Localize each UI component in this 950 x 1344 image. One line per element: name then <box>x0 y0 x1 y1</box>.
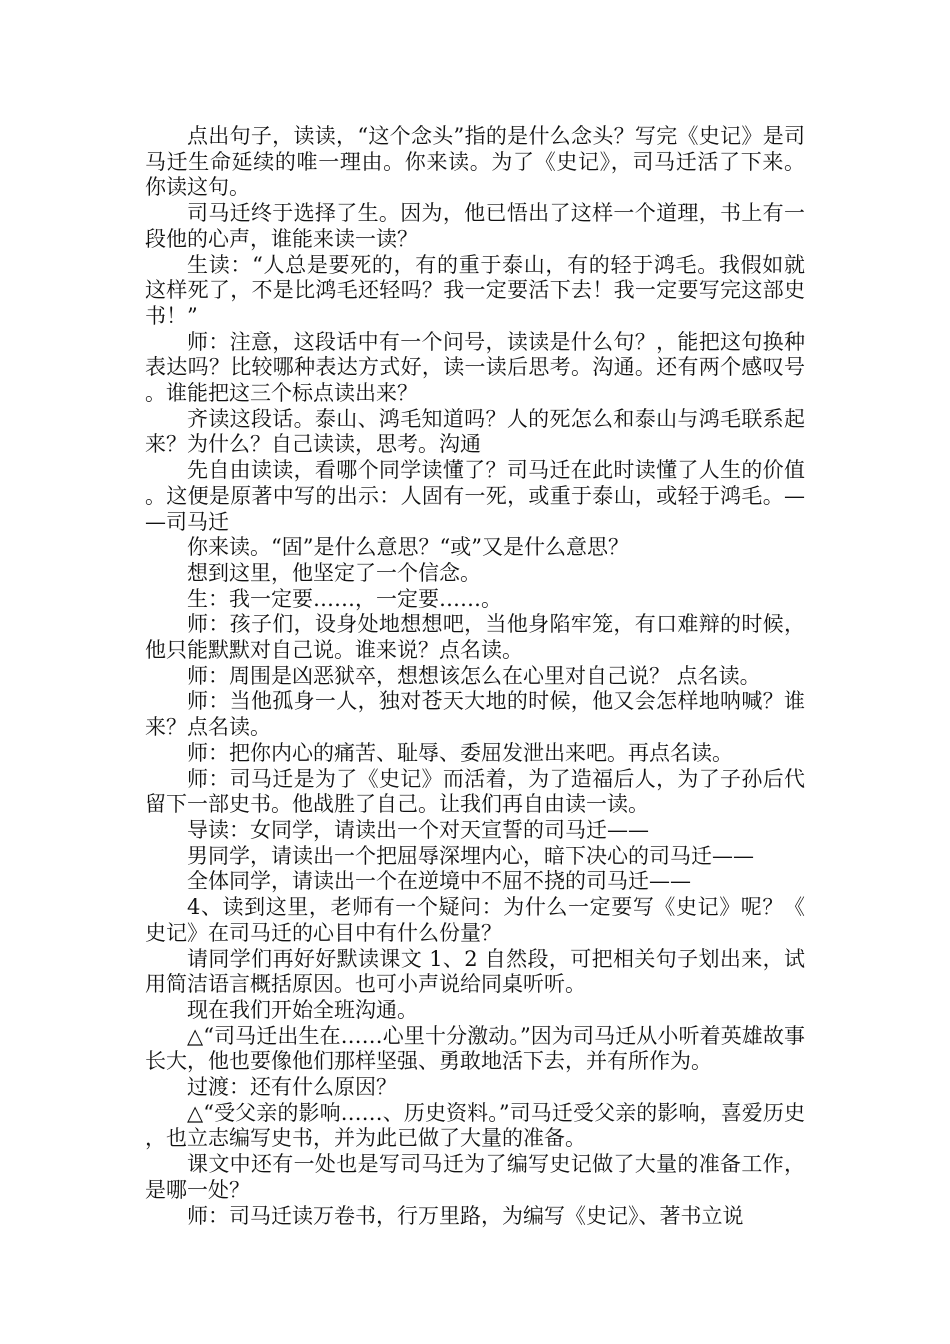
paragraph: 现在我们开始全班沟通。 <box>187 997 418 1022</box>
paragraph: 师：当他孤身一人，独对苍天大地的时候，他又会怎样地呐喊？谁来？点名读。 <box>145 689 805 740</box>
paragraph: 过渡：还有什么原因？ <box>187 1075 397 1100</box>
paragraph: 男同学，请读出一个把屈辱深埋内心，暗下决心的司马迁—— <box>187 843 754 868</box>
paragraph: 全体同学，请读出一个在逆境中不屈不挠的司马迁—— <box>187 869 691 894</box>
paragraph: 司马迁终于选择了生。因为，他已悟出了这样一个道理，书上有一段他的心声，谁能来读一读？ <box>145 201 805 251</box>
paragraph: 先自由读读，看哪个同学读懂了？司马迁在此时读懂了人生的价值。这便是原著中写的出示：人固有一死，或重于泰山，或轻于鸿毛。——司马迁 <box>145 458 805 534</box>
paragraph: 师：司马迁是为了《史记》而活着，为了造福后人，为了子孙后代留下一部史书。他战胜了自己。让我们再自由读一读。 <box>145 766 805 817</box>
paragraph: 想到这里，他坚定了一个信念。 <box>187 560 481 585</box>
paragraph: 请同学们再好好默读课文 1、2 自然段，可把相关句子划出来，试用简洁语言概括原因。也可小声说给同桌听听。 <box>145 946 805 997</box>
document-body <box>145 124 805 1229</box>
paragraph: 课文中还有一处也是写司马迁为了编写史记做了大量的准备工作，是哪一处？ <box>145 1152 805 1202</box>
paragraph: 你来读。“固”是什么意思？“或”又是什么意思？ <box>187 535 629 560</box>
paragraph: 齐读这段话。泰山、鸿毛知道吗？人的死怎么和泰山与鸿毛联系起来？为什么？自己读读，思考。沟通 <box>145 406 805 457</box>
paragraph: △“司马迁出生在……心里十分激动。”因为司马迁从小听着英雄故事长大，他也要像他们那样坚强、勇敢地活下去，并有所作为。 <box>145 1023 805 1074</box>
paragraph: 师：周围是凶恶狱卒，想想该怎么在心里对自己说？ 点名读。 <box>187 663 761 688</box>
paragraph: 4、读到这里，老师有一个疑问：为什么一定要写《史记》呢？《史记》在司马迁的心目中有什么份量？ <box>145 895 805 945</box>
paragraph: 生读：“人总是要死的，有的重于泰山，有的轻于鸿毛。我假如就这样死了，不是比鸿毛还轻吗？我一定要活下去！我一定要写完这部史书！” <box>145 252 805 328</box>
paragraph: 生：我一定要……，一定要……。 <box>187 586 502 611</box>
paragraph: 师：注意，这段话中有一个问号，读读是什么句？，能把这句换种表达吗？比较哪种表达方式好，读一读后思考。沟通。还有两个感叹号。谁能把这三个标点读出来？ <box>145 329 805 406</box>
paragraph: △“受父亲的影响……、历史资料。”司马迁受父亲的影响，喜爱历史，也立志编写史书，并为此已做了大量的准备。 <box>145 1100 805 1151</box>
paragraph: 师：把你内心的痛苦、耻辱、委屈发泄出来吧。再点名读。 <box>187 740 733 765</box>
paragraph: 导读：女同学，请读出一个对天宣誓的司马迁—— <box>187 817 649 842</box>
paragraph: 点出句子，读读，“这个念头”指的是什么念头？写完《史记》是司马迁生命延续的唯一理由。你来读。为了《史记》，司马迁活了下来。你读这句。 <box>145 124 805 200</box>
paragraph: 师：司马迁读万卷书，行万里路，为编写《史记》、著书立说 <box>187 1203 744 1228</box>
paragraph: 师：孩子们，设身处地想想吧，当他身陷牢笼，有口难辩的时候，他只能默默对自己说。谁来说？点名读。 <box>145 612 805 663</box>
